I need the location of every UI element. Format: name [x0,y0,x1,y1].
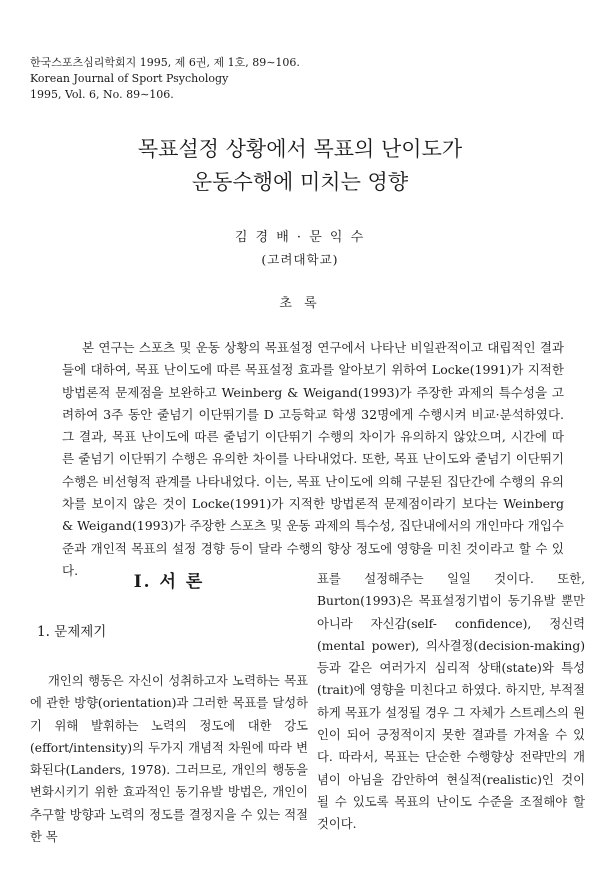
title-line-2: 운동수행에 미치는 영향 [191,170,409,194]
intro-paragraph-right: 표를 설정해주는 일일 것이다. 또한, Burton(1993)은 목표설정기법이 동기유발 뿐만 아니라 자신감(self- confidence), 정신력(mental power), 의사결정(decision-making) 등과 같은 여러가지 심리적 상태(state)와 특성(trait)에 영향을 미친다고 하였다. 하지만, 부적절하게 목표가 설정될 경우 그 자체가 스트레스의 원인이 되어 긍정적이지 못한 결과를 가져올 수 있다. 따라서, 목표는 단순한 수행향상 전략만의 개념이 아님을 감안하여 현실적(realistic)인 것이 될 수 있도록 목표의 난이도 수준을 조절해야 할 것이다. [317,572,585,832]
affiliation: (고려대학교) [261,252,339,267]
intro-paragraph-left: 개인의 행동은 자신이 성취하고자 노력하는 목표에 관한 방향(orientation)과 그러한 목표를 달성하기 위해 발휘하는 노력의 정도에 대한 강도(effort/intensity)의 두가지 개념적 차원에 따라 변화된다(Landers, 1978). 그러므로, 개인의 행동을 변화시키기 위한 효과적인 동기유발 방법은, 개인이 추구할 방향과 노력의 정도를 결정지을 수 있는 적절한 목 [30,674,308,845]
paper-title [0,133,600,199]
title-line-1: 목표설정 상황에서 목표의 난이도가 [137,137,463,161]
left-column-text [30,670,308,848]
journal-citation-english: 1995, Vol. 6, No. 89∼106. [30,88,174,101]
right-column [317,568,585,836]
subsection-heading-problem: 1. 문제제기 [37,624,107,640]
abstract-paragraph: 본 연구는 스포츠 및 운동 상황의 목표설정 연구에서 나타난 비일관적이고 대립적인 결과들에 대하여, 목표 난이도에 따른 목표설정 효과를 알아보기 위하여 Locke(1991)가 지적한 방법론적 문제점을 보완하고 Weinberg & Weigand(1993)가 주장한 과제의 특수성을 고려하여 3주 동안 줄넘기 이단뛰기를 D 고등학교 학생 32명에게 수행시켜 비교·분석하였다. 그 결과, 목표 난이도에 따른 줄넘기 이단뛰기 수행의 차이가 유의하지 않았으며, 시간에 따른 줄넘기 이단뛰기 수행은 유의한 차이를 나타내었다. 또한, 목표 난이도와 줄넘기 이단뛰기 수행은 비선형적 관계를 나타내었다. 이는, 목표 난이도에 의해 구분된 집단간에 수행의 유의차를 보이지 않은 것이 Locke(1991)가 지적한 방법론적 문제점이라기 보다는 Weinberg & Weigand(1993)가 주장한 스포츠 및 운동 과제의 특수성, 집단내에서의 개인마다 개입수준과 개인적 목표의 설정 경향 등이 달라 수행의 향상 정도에 영향을 미친 것이라고 할 수 있다. [62,340,564,578]
authors: 김 경 배 · 문 익 수 [234,230,366,245]
left-column [30,567,308,848]
abstract-body [62,337,564,582]
right-column-text [317,568,585,836]
journal-info [30,55,300,103]
abstract-heading: 초 록 [279,296,321,311]
journal-citation-korean: 한국스포츠심리학회지 1995, 제 6권, 제 1호, 89∼106. [30,56,300,69]
section-heading-introduction: Ⅰ. 서 론 [133,572,205,592]
journal-name-english: Korean Journal of Sport Psychology [30,72,229,85]
